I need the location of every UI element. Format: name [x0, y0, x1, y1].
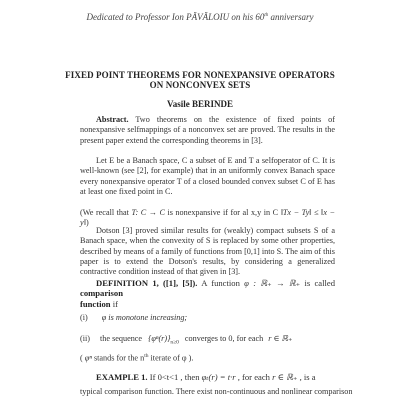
- author: Vasile BERINDE: [167, 99, 233, 109]
- dotson-paragraph: Dotson [3] proved similar results for (weakly) compact subsets S of a Banach space, when the convexity of S is replaced by some other properties, described by means of a family of functions from [0,1] into S. The aim of this paper is to extend the Dotson's results, by considering a generalized contractive condition instead of that given in [3].: [80, 226, 335, 277]
- example-1: EXAMPLE 1. If 0<t<1 , then φₜ(r) = t·r , for each r ∈ ℝ₊ , is a: [96, 372, 316, 382]
- definition-label: DEFINITION 1, ([1], [5]).: [96, 278, 198, 288]
- definition-1: DEFINITION 1, ([1], [5]). A function φ : ℝ₊ → ℝ₊ is called comparison function if: [80, 278, 335, 309]
- condition-i: (i) φ is monotone increasing;: [80, 313, 188, 322]
- dedication: Dedicated to Professor Ion PĂVĂLOIU on his 60th anniversary: [86, 12, 314, 22]
- paper-title-line-2: ON NONCONVEX SETS: [149, 80, 251, 90]
- iterate-note: ( φⁿ stands for the $n^{th}$ iterate of φ ).: [80, 353, 194, 363]
- paper-title-line-1: FIXED POINT THEOREMS FOR NONEXPANSIVE OPERATORS: [65, 70, 335, 80]
- abstract-label: Abstract.: [96, 115, 129, 124]
- condition-ii: (ii) the sequence $\{\varphi^n(r)\}_{n\ge 0}$ converges to 0, for each r ∈ ℝ₊: [80, 334, 293, 346]
- abstract: Abstract. Two theorems on the existence of fixed points of nonexpansive selfmappings of a nonconvex set are proved. The results in the present paper extend the corresponding theorems in [3].: [80, 115, 335, 145]
- nonexpansive-definition: (We recall that T: C → C is nonexpansive if for al x,y in C ‖Tx − Ty‖ ≤ ‖x − y‖): [80, 208, 335, 228]
- example-label: EXAMPLE 1.: [96, 372, 148, 382]
- example-continuation: typical comparison function. There exist non-continuous and nonlinear comparison: [80, 387, 353, 396]
- intro-paragraph: Let E be a Banach space, C a subset of E and T a selfoperator of C. It is well-known (see [2], for example) that in an uniformly convex Banach space every nonexpansive operator T of a closed bounded convex subset C of E has at least one fixed point in C.: [80, 156, 335, 196]
